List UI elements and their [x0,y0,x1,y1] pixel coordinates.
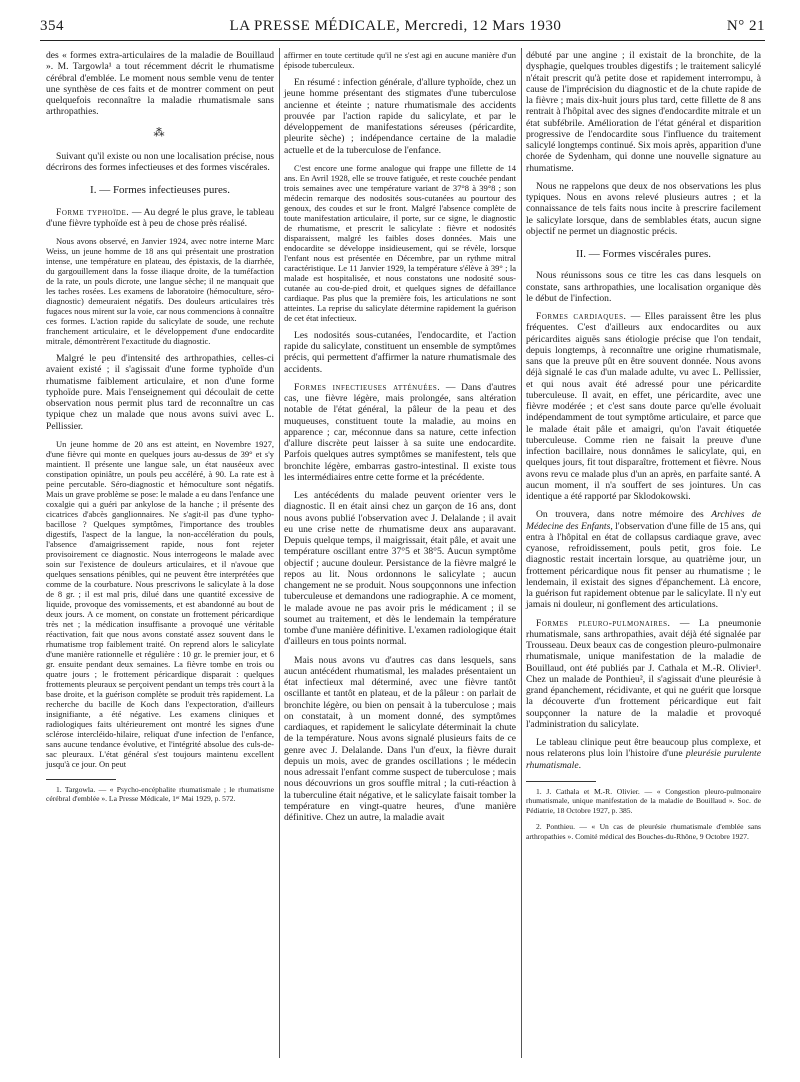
column-1 [46,50,274,811]
paragraph [526,509,761,610]
paragraph: Mais nous avons vu d'autres cas dans lesquels, sans aucun antécédent rhumatismal, les malades présentaient un état infectieux mal déterminé, avec une fièvre tantôt oscillante et tantôt en plateau, et de la pâleur : on parlait de bronchite légère, ou bien on pensait à la tuberculose ; mais on constatait, à un moment donné, des symptômes cardiaques, et rapidement le salicylate déterminait la chute de la température. Nous avons signalé plusieurs faits de ce genre avec J. Delalande. Dans l'un d'eux, la fièvre durait depuis un mois, avec de grandes oscillations ; le médecin nous adressait l'enfant comme suspect de tuberculose ; mais nous découvrions un gros souffle mitral ; la cuti-réaction à la tuberculine était négative, et le salicylate faisait tomber la température en vingt-quatre heures, d'une manière définitive. Chez un autre, la maladie avait [284,654,516,823]
paragraph-text: — Dans d'autres cas, une fièvre légère, mais prolongée, sans altération notable de l'état général, la pâleur de la peau et des muqueuses, constituent toute la maladie, au moins en apparence ; car, méconnue dans sa nature, cette infection d'allure discrète peut laisser à sa suite une endocardite. Parfois quelques autres symptômes se manifestent, tels que bronchite légère, embarras gastro-intestinal. Il existe tous les intermédiaires entre cette forme et la précédente. [284,381,516,483]
issue-number: N° 21 [726,18,765,34]
header-rule [40,40,765,41]
section-separator: ⁂ [153,126,167,139]
case-observation: Un jeune homme de 20 ans est atteint, en Novembre 1927, d'une fièvre qui monte en quelques jours au-dessus de 39° et s'y maintient. Il présente une langue sale, un état nauséeux avec constipation opiniâtre, un pouls peu accéléré, à 90. La rate est à peine percutable. Séro-diagnostic et hémoculture sont négatifs. Mais un grave problème se pose: le malade a eu dans l'enfance une coxalgie qui a guéri par ankylose de la hanche ; il présente des cicatrices d'abcès ganglionnaires. Ne s'agit-il pas d'une typho-bacillose ? Quelques symptômes, l'importance des troubles digestifs, l'aspect de la langue, la non-accélération du pouls, l'absence d'amaigrissement rapide, nous font rejeter provisoirement ce diagnostic. Nous interrogeons le malade avec soin sur l'existence de douleurs articulaires, et il n'avoue que quelques sensations pénibles, qui ne peuvent être interprétées que comme de la courbature. Nous prescrivons le salicylate à la dose de 8 gr. ; il est mal pris, dilué dans une quantité excessive de liquide, provoque des vomissements, et est abandonné au bout de deux jours. A ce moment, on constate un frottement péricardique très net ; la médication insuffisante a provoqué une véritable réactivation, fait que nous avons constaté assez souvent dans le rhumatisme trop faiblement traité. On reprend alors le salicylate d'une manière rationnelle et régulière : 10 gr. le premier jour, et 6 gr. ensuite pendant deux semaines. La fièvre tombe en trois ou quatre jours ; le frottement péricardique disparait : quelques frottements pleuraux se perçoivent pendant un temps très court à la base droite, et la guérison complète se produit très rapidement. La recherche du bacille de Koch dans l'expectoration, d'ailleurs insignifiante, a été négative. Les examens cliniques et radiologiques faits ultérieurement ont montré les signes d'une sclérose intercléido-hilaire, reliquat d'une infection de l'enfance, sans aucune tendance évolutive, et l'intégrité absolue des culs-de-sac pleuraux. L'état général s'est toujours maintenu excellent jusqu'à ce jour. On peut [46,438,275,769]
paragraph: Les nodosités sous-cutanées, l'endocardite, et l'action rapide du salicylate, constituent un ensemble de symptômes précis, qui permettent d'affirmer la nature rhumatismale des accidents. [284,329,516,375]
paragraph: Malgré le peu d'intensité des arthropathies, celles-ci avaient existé ; il s'agissait d'une forme typhoïde d'un rhumatisme faiblement articulaire, et non d'une forme typhoïde pure. Mais l'enseignement qui découlait de cette observation nous permit plus tard de reconnaître un cas typique chez un malade que nous avons suivi avec L. Pellissier. [46,353,274,432]
paragraph-text: Le tableau clinique peut être beaucoup plus complexe, et nous relaterons plus loin l'histoire d'une [526,737,761,760]
footnote-rule [526,781,596,782]
paragraph: débuté par une angine ; il existait de la bronchite, de la dysphagie, quelques troubles digestifs ; le traitement salicylé n'était prescrit qu'à petite dose et rapidement interrompu, à cause de l'imprécision du diagnostic et de la chute rapide de la fièvre ; mais dix-huit jours plus tard, cette fillette de 8 ans rentrait à l'hôpital avec des signes d'endocardite mitrale et un état subfébrile. Amélioration de l'état général et disparition progressive de l'endocardite sous l'influence du traitement salicylé longtemps continué. Six mois après, apparition d'une chorée de Sydenham, qui donne une nouvelle signature au rhumatisme. [526,50,761,174]
footnote: 2. Ponthieu. — « Un cas de pleurésie rhumatismale d'emblée sans arthropathies ». Comité médical des Bouches-du-Rhône, 9 Octobre 1927. [526,822,761,841]
case-observation: C'est encore une forme analogue qui frappe une fillette de 14 ans. En Avril 1928, elle se trouve fatiguée, et reste couchée pendant trois semaines avec une température variant de 37°8 à 39°8 ; son médecin remarque des nodosités sous-cutanées au pourtour des genoux, des coudes et sur le front. Malgré l'absence complète de toute manifestation articulaire, il porte, sur ce signe, le diagnostic de rhumatisme, et prescrit le salicylate : fièvre et nodosités disparaissent, malgré les faibles doses données. Mais une endocardite se développe insidieusement, qui se révèle, lorsque l'enfant nous est présentée en Décembre, par un rythme mitral caractéristique. Le 11 Janvier 1929, la température s'élève à 39° ; la malade est hospitalisée, et nous constatons une nodosité sous-cutanée au cou-de-pied droit, et quelques signes de défaillance cardiaque. Pas plus que la première fois, les articulations ne sont atteintes. La reprise du salicylate détermine rapidement la guérison de cet état infectieux. [284,162,516,323]
paragraph-text: — Elles paraissent être les plus fréquentes. C'est d'ailleurs aux endocardites ou aux péricardites aiguës sans étiologie précise que l'on tendait, depuis longtemps, à reconnaître une origine rhumatismale, sans que la preuve pût en être souvent donnée. Nous avons déjà signalé le cas d'un malade adulte, vu avec L. Pellissier, et qui nous avait été adressé pour une péricardite tuberculeuse. Il avait, en effet, une péricardite, avec une fièvre modérée ; et c'est sans doute parce qu'elle évoluait indépendamment de tout symptôme articulaire, et parce que le malade était pâle et amaigri, qu'on l'avait étiquetée tuberculeuse. Comme rien ne faisait la preuve d'une infection bacillaire, nous donnâmes le salicylate, qui, en quelques jours, fit tout disparaître, frottement et fièvre. Nous avons revu ce malade plus d'un an après, en parfaite santé. A aucun moment, il n'a souffert de ses jointures. Un cas identique a été rapporté par Sklodokowski. [526,311,761,502]
paragraph [284,382,516,483]
page-number: 354 [40,18,64,34]
column-2 [284,50,516,830]
case-observation: Nous avons observé, en Janvier 1924, avec notre interne Marc Weiss, un jeune homme de 18 ans qui présentait une prostration intense, une température en plateau, des épistaxis, de la diarrhée, du gargouillement dans la fosse iliaque droite, de la tuméfaction de la rate, un pouls dicrote, une langue sèche; il ne manquait que les taches rosées. Les examens de laboratoire (hémoculture, séro-diagnostic) demeuraient négatifs. Des douleurs articulaires très fugaces nous mirent sur la voie, car nous commencions à connaître ces formes. L'action rapide du salicylate de soude, une rechute franchement articulaire, et le développement d'une endocardite mitrale, démontrèrent l'exactitude du diagnostic. [46,236,274,346]
section-title: II. — Formes viscérales pures. [575,248,712,260]
column-3 [526,50,761,848]
paragraph [526,618,761,731]
journal-name: Archives de Médecine des Enfants [526,509,761,532]
paragraph: des « formes extra-articulaires de la maladie de Bouillaud ». M. Targowla¹ a tout récemment décrit le rhumatisme cérébral d'emblée. Le moment nous semble venu de tenter une synthèse de ces faits et de montrer comment on peut quelquefois reconnaître la maladie rhumatismale sans arthropathies. [46,50,274,118]
run-in-heading: Formes cardiaques. [536,311,627,322]
run-in-heading: Formes infectieuses atténuées. [294,381,441,393]
case-observation: affirmer en toute certitude qu'il ne s'est agi en aucune manière d'un épisode tuberculeux. [284,50,516,70]
running-header [40,18,765,38]
paragraph: Les antécédents du malade peuvent orienter vers le diagnostic. Il en était ainsi chez un garçon de 16 ans, dont nous avons publié l'observation avec J. Delalande ; il avait eu une crise nette de rhumatisme deux ans auparavant. Depuis quelque temps, il maigrissait, était pâle, et avait une température oscillant entre 37°5 et 38°5. Aucun symptôme objectif ; aucune douleur. Persistance de la fièvre malgré le repos au lit. Nous ordonnons le salicylate ; aucun changement ne se produit. Nous soupçonnons une infection tuberculeuse et demandons une radiographie. A ce moment, le malade avoue ne pas avoir pris le médicament ; il se soumet au traitement, et dès le lendemain la température tombe d'une manière définitive. L'examen radiologique était d'ailleurs en tous points normal. [284,490,516,648]
paragraph: Nous ne rappelons que deux de nos observations les plus typiques. Nous en avons relevé plusieurs autres ; et la connaissance de tels faits nous incite à prescrire facilement le salicylate lorsque, dans de semblables états, aucun signe objectif ne permet un diagnostic précis. [526,180,761,237]
paragraph-text: — La pneumonie rhumatismale, sans arthropathies, avait déjà été signalée par Trousseau. Deux beaux cas de congestion pleuro-pulmonaire rhumatismale, unique manifestation de la maladie de Bouillaud, ont été publiés par J. Cathala et M.-R. Olivier¹. Chez un malade de Ponthieu², il s'agissait d'une pleurésie à grand épanchement, récidivante, et qui ne guérit que lorsque la découverte d'un frottement péricardique eut fait soupçonner la nature de la maladie et provoqué l'administration du salicylate. [526,617,761,730]
footnote-rule [46,779,116,780]
paragraph [46,207,274,230]
section-title: I. — Formes infectieuses pures. [90,184,230,197]
paragraph: En résumé : infection générale, d'allure typhoïde, chez un jeune homme présentant des stigmates d'une tuberculose ancienne et éteinte ; nature rhumatismale des accidents prouvée par l'action rapide du salicylate, et par le développement de manifestations séreuses (péricardite, pleurite sèche) ; indépendance certaine de la maladie actuelle et de la tuberculose de l'enfance. [284,77,516,156]
emphasis: pleurésie purulente rhumatismale [526,748,761,771]
paragraph-text: On trouvera, dans notre mémoire des [536,509,712,521]
footnote: 1. J. Cathala et M.-R. Olivier. — « Congestion pleuro-pulmonaire rhumatismale, unique manifestation de la maladie de Bouillaud ». Soc. de Pédiatrie, 18 Octobre 1927, p. 385. [526,786,761,815]
footnote: 1. Targowla. — « Psycho-encéphalite rhumatismale ; le rhumatisme cérébral d'emblée ». La Presse Médicale, 1ᵉʳ Mai 1929, p. 572. [46,784,274,804]
paragraph-text: , l'observation d'une fille de 15 ans, qui entra à l'hôpital en état de collapsus cardiaque grave, avec cyanose, refroidissement, pouls petit, gros foie. Le diagnostic restait incertain lorsque, au quatrième jour, un frottement péricardique nous fit penser au rhumatisme ; le lendemain, il existait des signes d'épanchement. Là encore, la guérison fut rapidement obtenue par le salicylate. Il n'y eut jamais ni douleur, ni gonflement des articulations. [526,520,762,611]
paragraph: Suivant qu'il existe ou non une localisation précise, nous décrirons des formes infectieuses et des formes viscérales. [46,150,274,173]
paragraph-text: . [578,759,581,771]
column-rule-1 [279,48,280,1058]
run-in-heading: Forme typhoïde. [56,206,130,218]
journal-title: LA PRESSE MÉDICALE, Mercredi, 12 Mars 1930 [229,18,562,34]
paragraph [526,737,761,771]
paragraph-text: — Au degré le plus grave, le tableau d'une fièvre typhoïde est à peu de chose près réalisé. [46,206,274,229]
column-rule-2 [521,48,522,1058]
paragraph: Nous réunissons sous ce titre les cas dans lesquels on constate, sans arthropathies, une localisation organique dès le début de l'infection. [526,270,761,304]
paragraph [526,311,761,502]
run-in-heading: Formes pleuro-pulmonaires. [536,617,671,629]
